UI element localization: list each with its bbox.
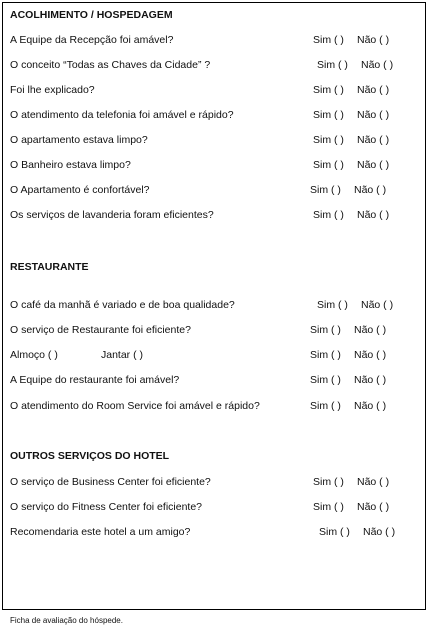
- sim-option[interactable]: Sim ( ): [319, 526, 350, 538]
- question-text: Foi lhe explicado?: [10, 84, 95, 96]
- sim-option[interactable]: Sim ( ): [313, 159, 344, 171]
- nao-option[interactable]: Não ( ): [357, 209, 390, 221]
- sim-option[interactable]: Sim ( ): [313, 34, 344, 46]
- question-text: O conceito “Todas as Chaves da Cidade” ?: [10, 59, 211, 71]
- nao-option[interactable]: Não ( ): [354, 324, 387, 336]
- section-title-restaurante: RESTAURANTE: [10, 261, 89, 273]
- nao-option[interactable]: Não ( ): [363, 526, 396, 538]
- sim-option[interactable]: Sim ( ): [310, 324, 341, 336]
- sim-option[interactable]: Sim ( ): [310, 400, 341, 412]
- question-text: O serviço do Fitness Center foi eficiente?: [10, 501, 203, 513]
- almoco-option[interactable]: Almoço ( ): [10, 349, 58, 361]
- question-text: Recomendaria este hotel a um amigo?: [10, 526, 191, 538]
- question-text: O atendimento da telefonia foi amável e rápido?: [10, 109, 234, 121]
- nao-option[interactable]: Não ( ): [354, 349, 387, 361]
- question-text: A Equipe do restaurante foi amável?: [10, 374, 180, 386]
- nao-option[interactable]: Não ( ): [361, 299, 394, 311]
- nao-option[interactable]: Não ( ): [357, 34, 390, 46]
- figure-caption: Ficha de avaliação do hóspede.: [10, 616, 123, 625]
- nao-option[interactable]: Não ( ): [357, 159, 390, 171]
- question-text: O atendimento do Room Service foi amável e rápido?: [10, 400, 260, 412]
- section-title-acolhimento: ACOLHIMENTO / HOSPEDAGEM: [10, 9, 173, 21]
- sim-option[interactable]: Sim ( ): [313, 134, 344, 146]
- sim-option[interactable]: Sim ( ): [313, 209, 344, 221]
- nao-option[interactable]: Não ( ): [357, 84, 390, 96]
- sim-option[interactable]: Sim ( ): [313, 109, 344, 121]
- sim-option[interactable]: Sim ( ): [310, 349, 341, 361]
- sim-option[interactable]: Sim ( ): [317, 299, 348, 311]
- nao-option[interactable]: Não ( ): [354, 400, 387, 412]
- nao-option[interactable]: Não ( ): [357, 476, 390, 488]
- sim-option[interactable]: Sim ( ): [310, 374, 341, 386]
- sim-option[interactable]: Sim ( ): [313, 501, 344, 513]
- question-text: O apartamento estava limpo?: [10, 134, 148, 146]
- nao-option[interactable]: Não ( ): [357, 109, 390, 121]
- sim-option[interactable]: Sim ( ): [310, 184, 341, 196]
- question-text: A Equipe da Recepção foi amável?: [10, 34, 174, 46]
- nao-option[interactable]: Não ( ): [357, 134, 390, 146]
- nao-option[interactable]: Não ( ): [354, 374, 387, 386]
- question-text: O Apartamento é confortável?: [10, 184, 150, 196]
- question-text: O serviço de Business Center foi eficiente?: [10, 476, 211, 488]
- sim-option[interactable]: Sim ( ): [313, 476, 344, 488]
- section-title-outros-servicos: OUTROS SERVIÇOS DO HOTEL: [10, 450, 170, 462]
- question-text: O Banheiro estava limpo?: [10, 159, 131, 171]
- nao-option[interactable]: Não ( ): [354, 184, 387, 196]
- nao-option[interactable]: Não ( ): [361, 59, 394, 71]
- question-text: O serviço de Restaurante foi eficiente?: [10, 324, 191, 336]
- sim-option[interactable]: Sim ( ): [313, 84, 344, 96]
- sim-option[interactable]: Sim ( ): [317, 59, 348, 71]
- question-text: O café da manhã é variado e de boa qualidade?: [10, 299, 235, 311]
- nao-option[interactable]: Não ( ): [357, 501, 390, 513]
- question-text: Os serviços de lavanderia foram eficientes?: [10, 209, 214, 221]
- jantar-option[interactable]: Jantar ( ): [101, 349, 144, 361]
